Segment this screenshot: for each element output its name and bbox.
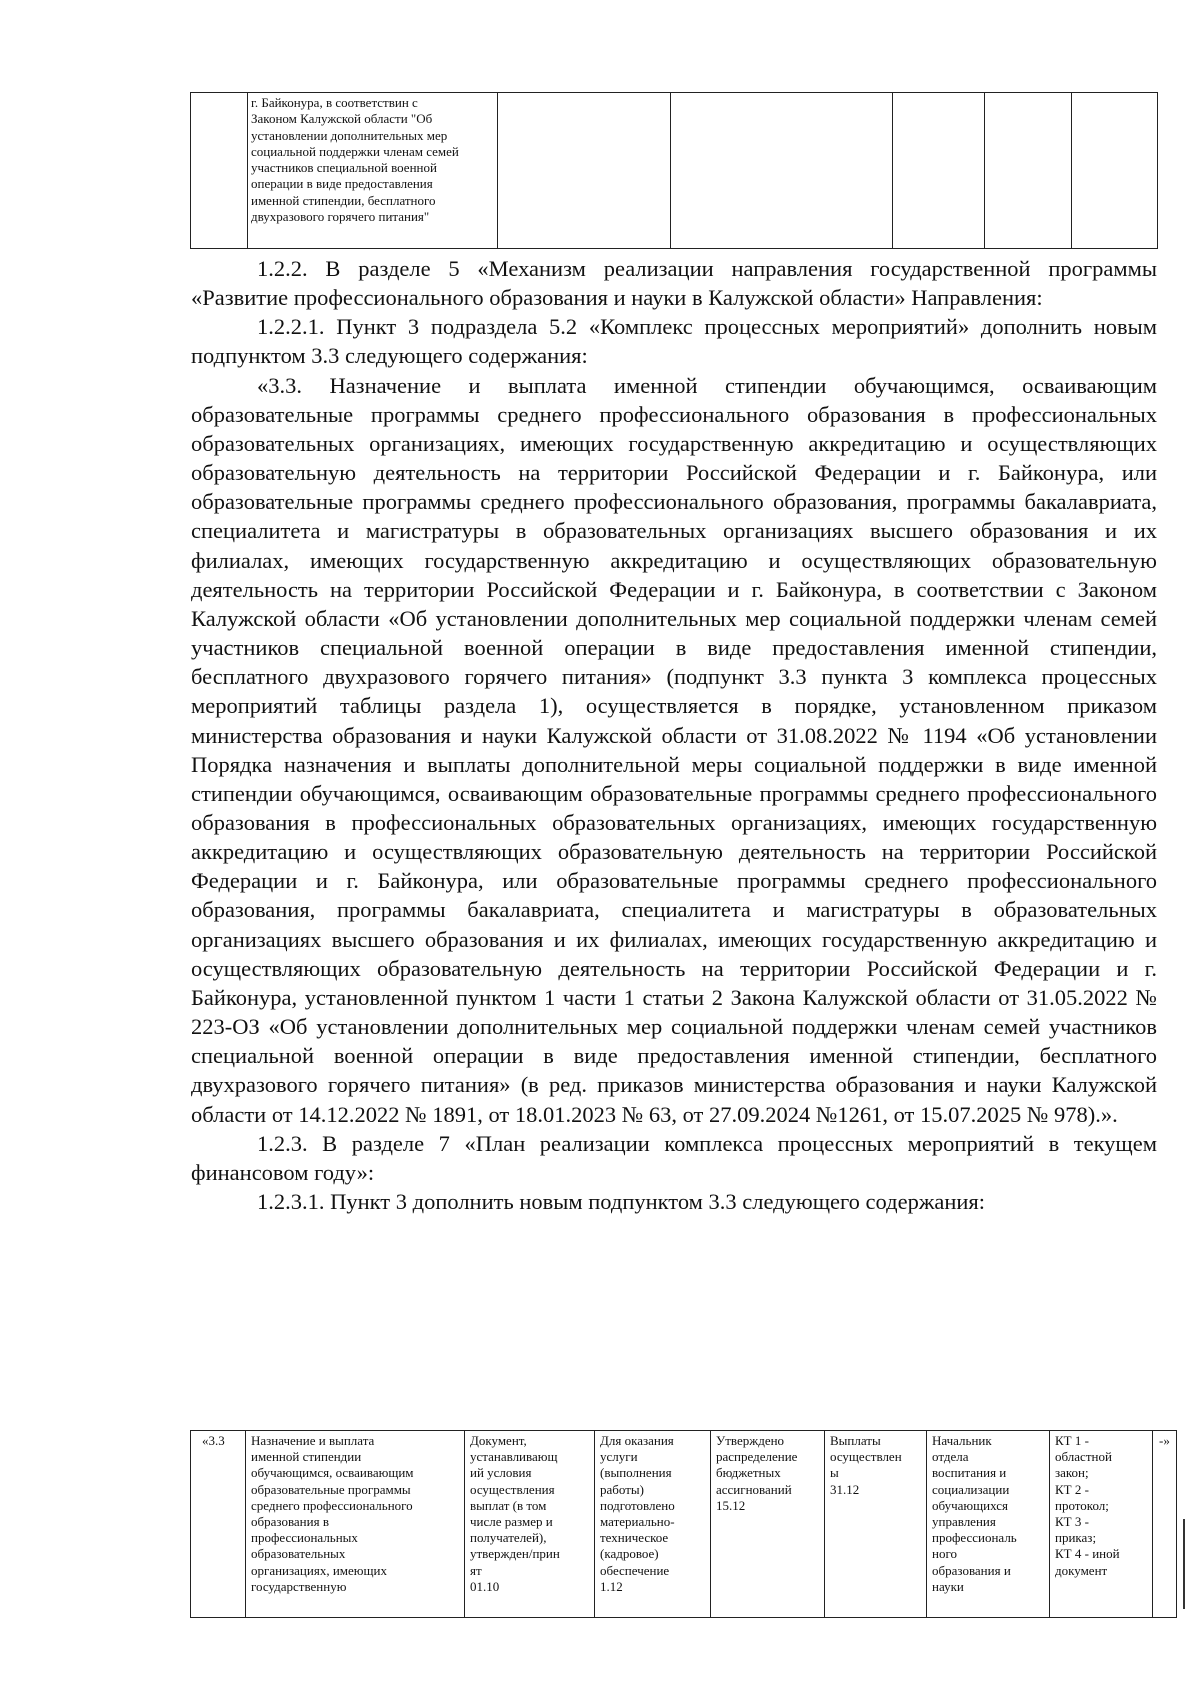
cell-event-name: Назначение и выплата именной стипендии обучающимся, осваивающим образовательные программы среднего профессионального образования в профессиональных образовательных организациях, имеющих государственную (246, 1431, 465, 1618)
paragraph-1-2-3: 1.2.3. В разделе 7 «План реализации комплекса процессных мероприятий в текущем финансовом году»: (191, 1130, 1157, 1185)
top-table-fragment (190, 92, 1158, 249)
table-row (191, 1431, 1177, 1618)
table-cell (985, 93, 1072, 249)
cell-control-type: КТ 1 - областной закон; КТ 2 - протокол; КТ 3 - приказ; КТ 4 - иной документ (1050, 1431, 1153, 1618)
paragraph-1-2-2-1: 1.2.2.1. Пункт 3 подраздела 5.2 «Комплекс процессных мероприятий» дополнить новым подпунктом 3.3 следующего содержания: (191, 314, 1157, 369)
cell-document: Документ, устанавливающ ий условия осуществления выплат (в том числе размер и получателей), утвержден/прин ят 01.10 (465, 1431, 595, 1618)
paragraph-3-3: «3.3. Назначение и выплата именной стипендии обучающимся, осваивающим образовательные программы среднего профессионального образования в профессиональных образовательных организациях, имеющих государственную аккредитацию и осуществляющих образовательную деятельность на территории Российской Федерации и г. Байконура, или образовательные программы среднего профессионального образования, программы бакалавриата, специалитета и магистратуры в образовательных организациях высшего образования и их филиалах, имеющих государственную аккредитацию и осуществляющих образовательную деятельность на территории Российской Федерации и г. Байконура, в соответствии с Законом Калужской области «Об установлении дополнительных мер социальной поддержки членам семей участников специальной военной операции в виде предоставления именной стипендии, бесплатного двухразового горячего питания» (подпункт 3.3 пункта 3 комплекса процессных мероприятий таблицы раздела 1), осуществляется в порядке, установленном приказом министерства образования и науки Калужской области от 31.08.2022 № 1194 «Об установлении Порядка назначения и выплаты дополнительной меры социальной поддержки в виде именной стипендии обучающимся, осваивающим образовательные программы среднего профессионального образования в профессиональных образовательных организациях, имеющих государственную аккредитацию и осуществляющих образовательную деятельность на территории Российской Федерации и г. Байконура, или образовательные программы среднего профессионального образования, программы бакалавриата, специалитета и магистратуры в образовательных организациях высшего образования и их филиалах, имеющих государственную аккредитацию и осуществляющих образовательную деятельность на территории Российской Федерации и г. Байконура, установленной пунктом 1 части 1 статьи 2 Закона Калужской области от 31.05.2022 № 223-ОЗ «Об установлении дополнительных мер социальной поддержки членам семей участников специальной военной операции в виде предоставления именной стипендии, бесплатного двухразового горячего питания» (в ред. приказов министерства образования и науки Калужской области от 14.12.2022 № 1891, от 18.01.2023 № 63, от 27.09.2024 №1261, от 15.07.2025 № 978).». (191, 372, 1157, 1127)
table-cell (191, 93, 248, 249)
paragraph-1-2-2: 1.2.2. В разделе 5 «Механизм реализации направления государственной программы «Развитие профессионального образования и науки в Калужской области» Направления: (191, 256, 1157, 311)
table-cell (671, 93, 893, 249)
cell-payments: Выплаты осуществлен ы 31.12 (825, 1431, 927, 1618)
cell-budget: Утверждено распределение бюджетных ассигнований 15.12 (711, 1431, 825, 1618)
cell-closing-quote: -» (1153, 1431, 1177, 1618)
table-cell-text: г. Байконура, в соответствин с Законом Калужской области "Об установлении дополнительных мер социальной поддержки членам семей участников специальной военной операции в виде предоставления именной стипендии, бесплатного двухразового горячего питания" (251, 95, 459, 225)
table-row (191, 93, 1158, 249)
cell-item-number: «3.3 (191, 1431, 246, 1618)
scan-artifact-line (1183, 1519, 1185, 1609)
paragraph-1-2-3-1: 1.2.3.1. Пункт 3 дополнить новым подпунктом 3.3 следующего содержания: (257, 1189, 986, 1214)
cell-service: Для оказания услуги (выполнения работы) подготовлено материально- техническое (кадровое) обеспечение 1.12 (595, 1431, 711, 1618)
plan-table (190, 1430, 1177, 1618)
table-cell (1072, 93, 1158, 249)
table-cell (893, 93, 985, 249)
table-cell (248, 93, 498, 249)
table-cell (498, 93, 671, 249)
cell-responsible: Начальник отдела воспитания и социализации обучающихся управления профессиональ ного образования и науки (927, 1431, 1050, 1618)
body-text (191, 254, 1157, 1216)
